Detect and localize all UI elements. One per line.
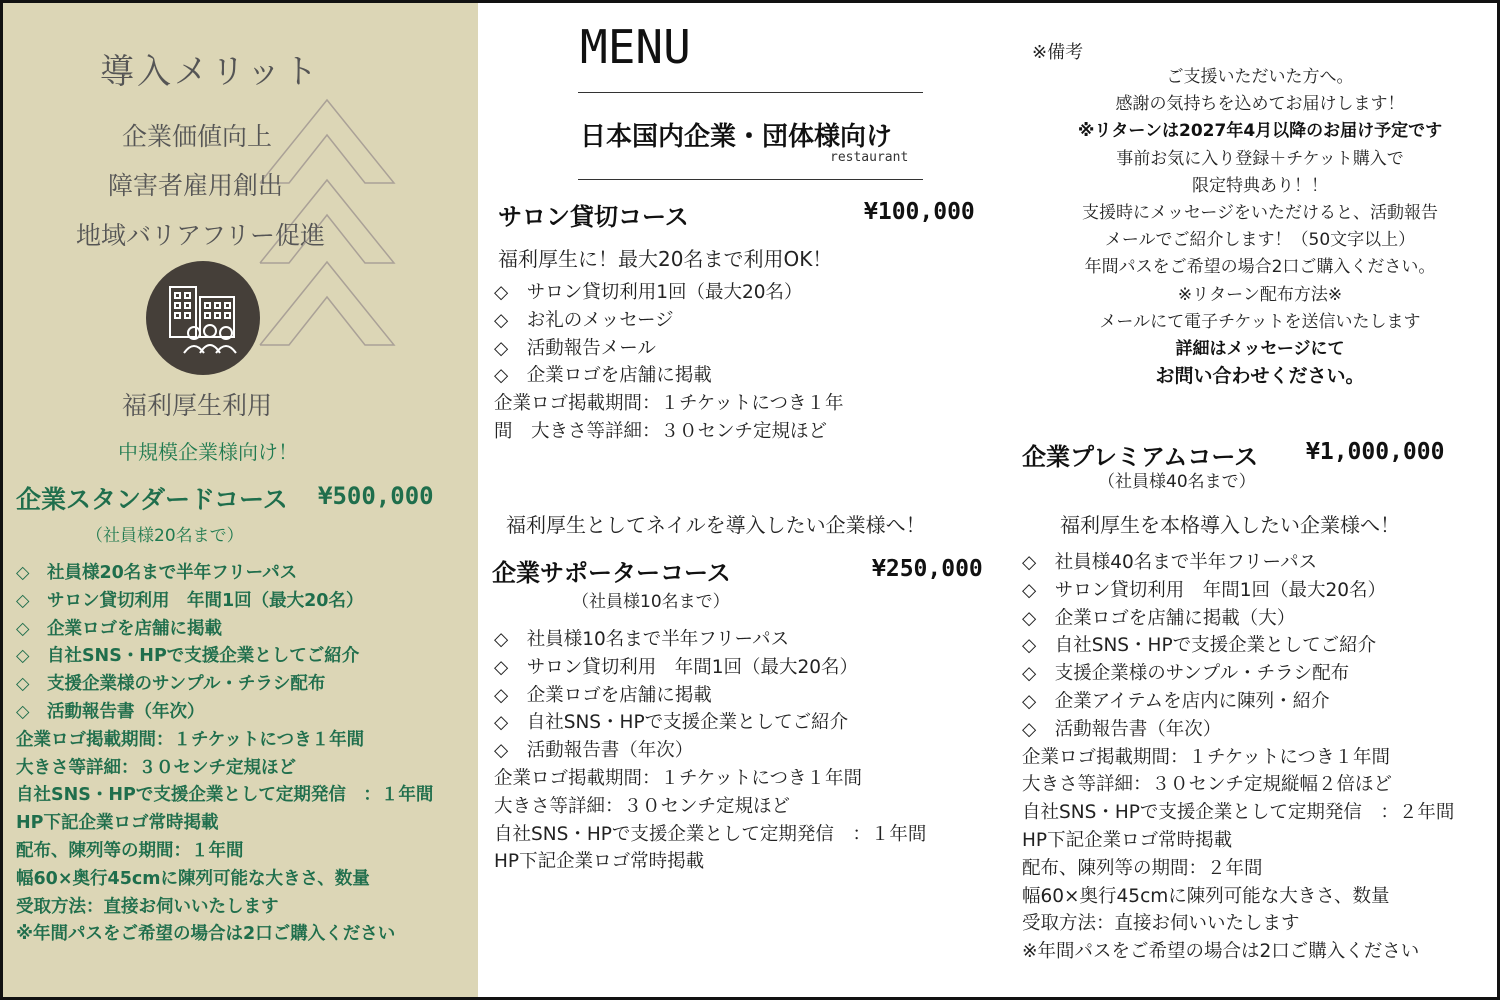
list-item: ◇ 企業アイテムを店内に陳列・紹介 [1022, 690, 1330, 712]
note-line: 支援時にメッセージをいただけると、活動報告 [1082, 203, 1438, 224]
course-capacity: （社員様40名まで） [1098, 472, 1256, 492]
course-capacity: （社員様10名まで） [572, 592, 730, 612]
list-item: ◇ 自社SNS・HPで支援企業としてご紹介 [16, 646, 360, 667]
list-item: ◇ 社員様10名まで半年フリーパス [494, 629, 790, 650]
list-item: ◇ サロン貸切利用 年間1回（最大20名） [16, 590, 364, 611]
list-item: 企業ロゴ掲載期間：１チケットにつき１年間 [1022, 746, 1390, 768]
course-capacity: （社員様20名まで） [86, 526, 244, 546]
note-line: 詳細はメッセージにて [1175, 339, 1345, 360]
list-item: ◇ 企業ロゴを店舗に掲載 [494, 365, 712, 387]
list-item: ◇ お礼のメッセージ [494, 309, 674, 331]
merit-item: 障害者雇用創出 [108, 171, 284, 200]
merit-item: 企業価値向上 [122, 122, 273, 151]
list-item: ◇ 活動報告書（年次） [1022, 718, 1222, 740]
supporter-intro: 福利厚生としてネイルを導入したい企業様へ！ [506, 513, 926, 537]
building-people-icon [146, 261, 260, 375]
list-item: ◇ 活動報告メール [494, 337, 656, 359]
course-price: ¥1,000,000 [1306, 439, 1445, 465]
divider [578, 92, 923, 93]
left-details-list [16, 560, 433, 949]
list-item: 受取方法：直接お伺いいたします [16, 896, 279, 917]
notes-block [1020, 64, 1500, 390]
list-item: ◇ 活動報告書（年次） [16, 701, 205, 722]
premium-details-list [1022, 549, 1454, 966]
list-item: 自社SNS・HPで支援企業として定期発信 ：２年間 [1022, 802, 1455, 824]
list-item: 配布、陳列等の期間：２年間 [1022, 857, 1263, 879]
note-line: 感謝の気持ちを込めてお届けします！ [1115, 94, 1405, 115]
list-item: HP下記企業ロゴ常時掲載 [494, 851, 705, 873]
list-item: 間 大きさ等詳細：３０センチ定規ほど [494, 420, 828, 442]
list-item: ◇ 社員様20名まで半年フリーパス [16, 563, 298, 583]
list-item: HP下記企業ロゴ常時掲載 [1022, 829, 1233, 851]
merits-title: 導入メリット [100, 52, 321, 92]
course-price: ¥250,000 [872, 556, 983, 582]
list-item: 企業ロゴ掲載期間：１チケットにつき１年 [494, 393, 844, 415]
list-item: 幅60×奥行45cmに陳列可能な大きさ、数量 [1022, 885, 1390, 907]
salon-details-list [494, 279, 843, 446]
course-price: ¥100,000 [864, 199, 975, 225]
list-item: ◇ 企業ロゴを店舗に掲載（大） [1022, 607, 1296, 629]
list-item: 幅60×奥行45cmに陳列可能な大きさ、数量 [16, 868, 370, 889]
list-item: ◇ サロン貸切利用1回（最大20名） [494, 282, 803, 303]
note-line: 年間パスをご希望の場合2口ご購入ください。 [1084, 257, 1436, 278]
list-item: 企業ロゴ掲載期間：１チケットにつき１年間 [16, 729, 365, 750]
notes-heading: ※備考 [1032, 42, 1084, 63]
menu-title: MENU [580, 20, 691, 74]
divider [578, 179, 923, 180]
list-item: 自社SNS・HPで支援企業として定期発信 ：１年間 [494, 823, 927, 845]
list-item: ◇ 活動報告書（年次） [494, 740, 694, 762]
note-line: 事前お気に入り登録＋チケット購入で [1116, 148, 1404, 169]
premium-intro: 福利厚生を本格導入したい企業様へ！ [1060, 513, 1400, 537]
list-item: 自社SNS・HPで支援企業として定期発信 ：１年間 [16, 785, 434, 806]
list-item: 企業ロゴ掲載期間：１チケットにつき１年間 [494, 767, 862, 789]
list-item: ※年間パスをご希望の場合は2口ご購入ください [1022, 941, 1420, 963]
list-item: 受取方法：直接お伺いいたします [1022, 913, 1300, 935]
course-price: ¥500,000 [318, 482, 434, 510]
list-item: ◇ 企業ロゴを店舗に掲載 [16, 618, 222, 639]
course-title: サロン貸切コース [498, 203, 689, 231]
list-item: ◇ サロン貸切利用 年間1回（最大20名） [1022, 579, 1387, 601]
salon-tagline: 福利厚生に！最大20名まで利用OK！ [498, 247, 833, 271]
list-item: ◇ サロン貸切利用 年間1回（最大20名） [494, 656, 859, 678]
audience-title: 日本国内企業・団体様向け [580, 122, 893, 152]
course-title: 企業サポーターコース [492, 559, 731, 587]
list-item: ◇ 企業ロゴを店舗に掲載 [494, 684, 712, 706]
list-item: ◇ 自社SNS・HPで支援企業としてご紹介 [1022, 635, 1377, 657]
course-title: 企業プレミアムコース [1022, 443, 1259, 471]
list-item: ◇ 自社SNS・HPで支援企業としてご紹介 [494, 712, 849, 734]
left-tagline: 中規模企業様向け！ [118, 440, 298, 464]
note-line: ご支援いただいた方へ。 [1166, 67, 1354, 87]
list-item: 大きさ等詳細：３０センチ定規縦幅２倍ほど [1022, 774, 1393, 796]
list-item: 大きさ等詳細：３０センチ定規ほど [16, 757, 296, 778]
list-item: HP下記企業ロゴ常時掲載 [16, 813, 219, 834]
list-item: ◇ 支援企業様のサンプル・チラシ配布 [1022, 663, 1350, 685]
list-item: 配布、陳列等の期間：１年間 [16, 840, 244, 861]
icon-caption: 福利厚生利用 [122, 391, 273, 420]
note-line: メールでご紹介します！（50文字以上） [1104, 230, 1416, 251]
course-title: 企業スタンダードコース [16, 485, 288, 514]
note-line: ※リターン配布方法※ [1177, 284, 1343, 305]
list-item: ◇ 支援企業様のサンプル・チラシ配布 [16, 674, 326, 695]
restaurant-label: restaurant [830, 150, 909, 165]
note-line: メールにて電子チケットを送信いたします [1099, 311, 1421, 332]
list-item: ◇ 社員様40名まで半年フリーパス [1022, 552, 1318, 573]
note-line: 限定特典あり！！ [1192, 175, 1328, 196]
note-line: ※リターンは2027年4月以降のお届け予定です [1077, 121, 1443, 142]
supporter-details-list [494, 626, 926, 876]
list-item: 大きさ等詳細：３０センチ定規ほど [494, 795, 791, 817]
list-item: ※年間パスをご希望の場合は2口ご購入ください [16, 924, 396, 945]
note-line: お問い合わせください。 [1155, 365, 1365, 388]
merit-item: 地域バリアフリー促進 [76, 221, 326, 250]
